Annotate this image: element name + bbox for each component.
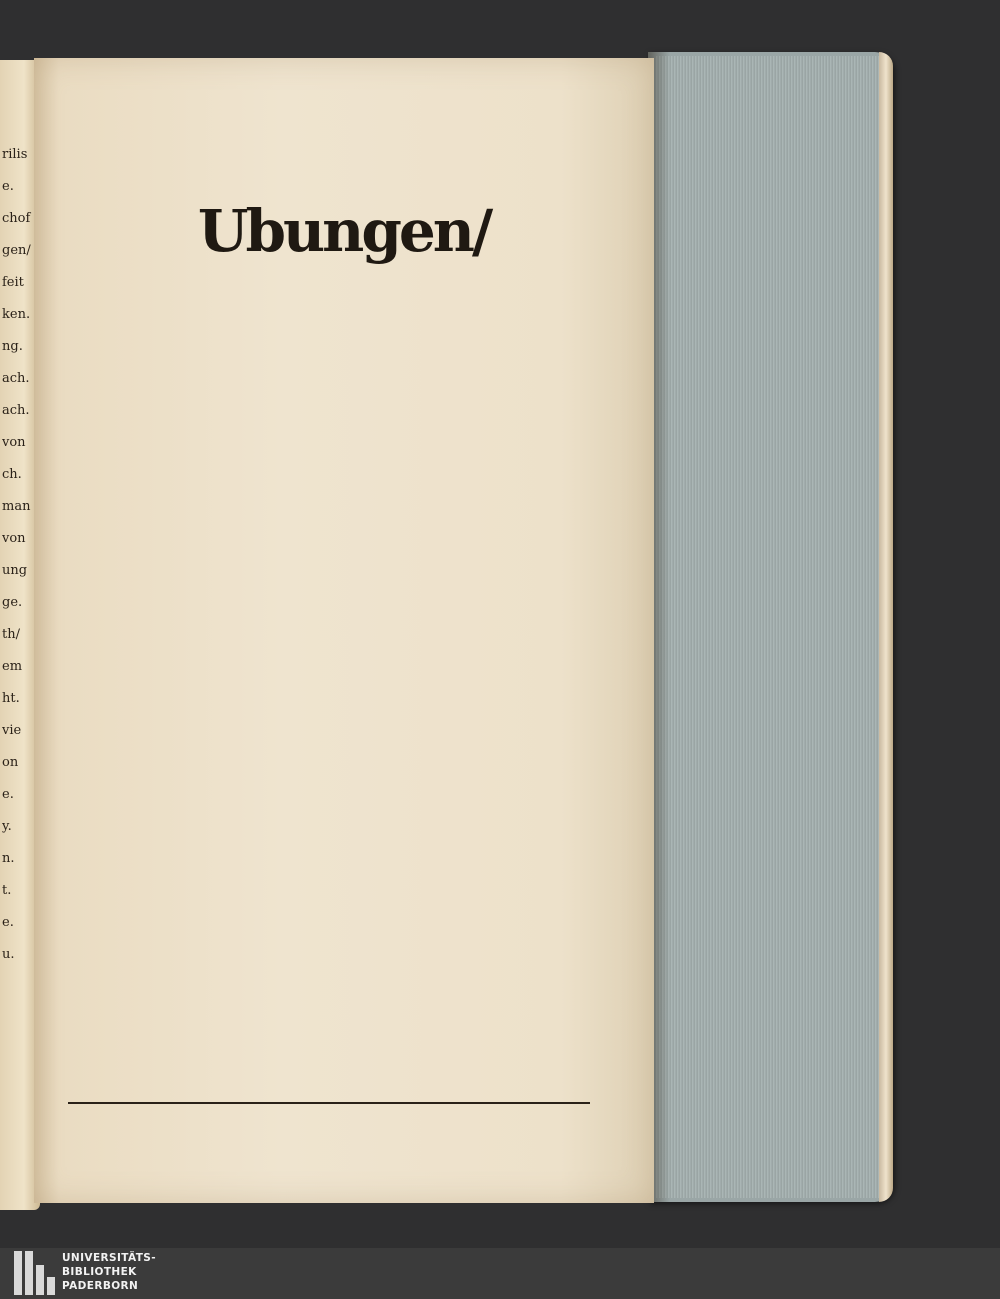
- margin-fragment: t.: [2, 884, 12, 898]
- imprint-rule: [68, 1102, 590, 1104]
- margin-fragment: gen/: [2, 244, 31, 258]
- margin-fragment: e.: [2, 180, 14, 194]
- margin-fragment: y.: [2, 820, 12, 834]
- margin-fragment: ch.: [2, 468, 22, 482]
- book-cover-edge: [879, 52, 893, 1202]
- margin-fragment: em: [2, 660, 23, 674]
- title-line-ubungen: Ubungen/: [197, 197, 491, 265]
- margin-fragment: man: [2, 500, 31, 514]
- library-name: UNIVERSITÄTS- BIBLIOTHEK PADERBORN: [62, 1252, 157, 1292]
- margin-fragment: on: [2, 756, 19, 770]
- margin-fragment: n.: [2, 852, 15, 866]
- margin-fragment: chof: [2, 212, 31, 226]
- library-logo-icon: [14, 1251, 56, 1295]
- margin-fragment: ng.: [2, 340, 23, 354]
- footer-bar: [0, 1248, 1000, 1299]
- margin-fragment: th/: [2, 628, 20, 642]
- title-page: [34, 58, 654, 1203]
- margin-fragment: von: [2, 532, 26, 546]
- margin-fragment: u.: [2, 948, 15, 962]
- margin-fragment: vie: [2, 724, 22, 738]
- margin-fragment: ht.: [2, 692, 20, 706]
- margin-fragment: ach.: [2, 404, 30, 418]
- margin-fragment: ken.: [2, 308, 31, 322]
- margin-fragment: ge.: [2, 596, 23, 610]
- margin-fragment: von: [2, 436, 26, 450]
- margin-fragment: ach.: [2, 372, 30, 386]
- margin-fragment: e.: [2, 788, 14, 802]
- margin-fragment: rilis: [2, 148, 28, 162]
- previous-page-margin-text: [2, 148, 38, 980]
- book-page-edges: [648, 52, 893, 1202]
- margin-fragment: ung: [2, 564, 28, 578]
- margin-fragment: e.: [2, 916, 14, 930]
- margin-fragment: feit: [2, 276, 24, 290]
